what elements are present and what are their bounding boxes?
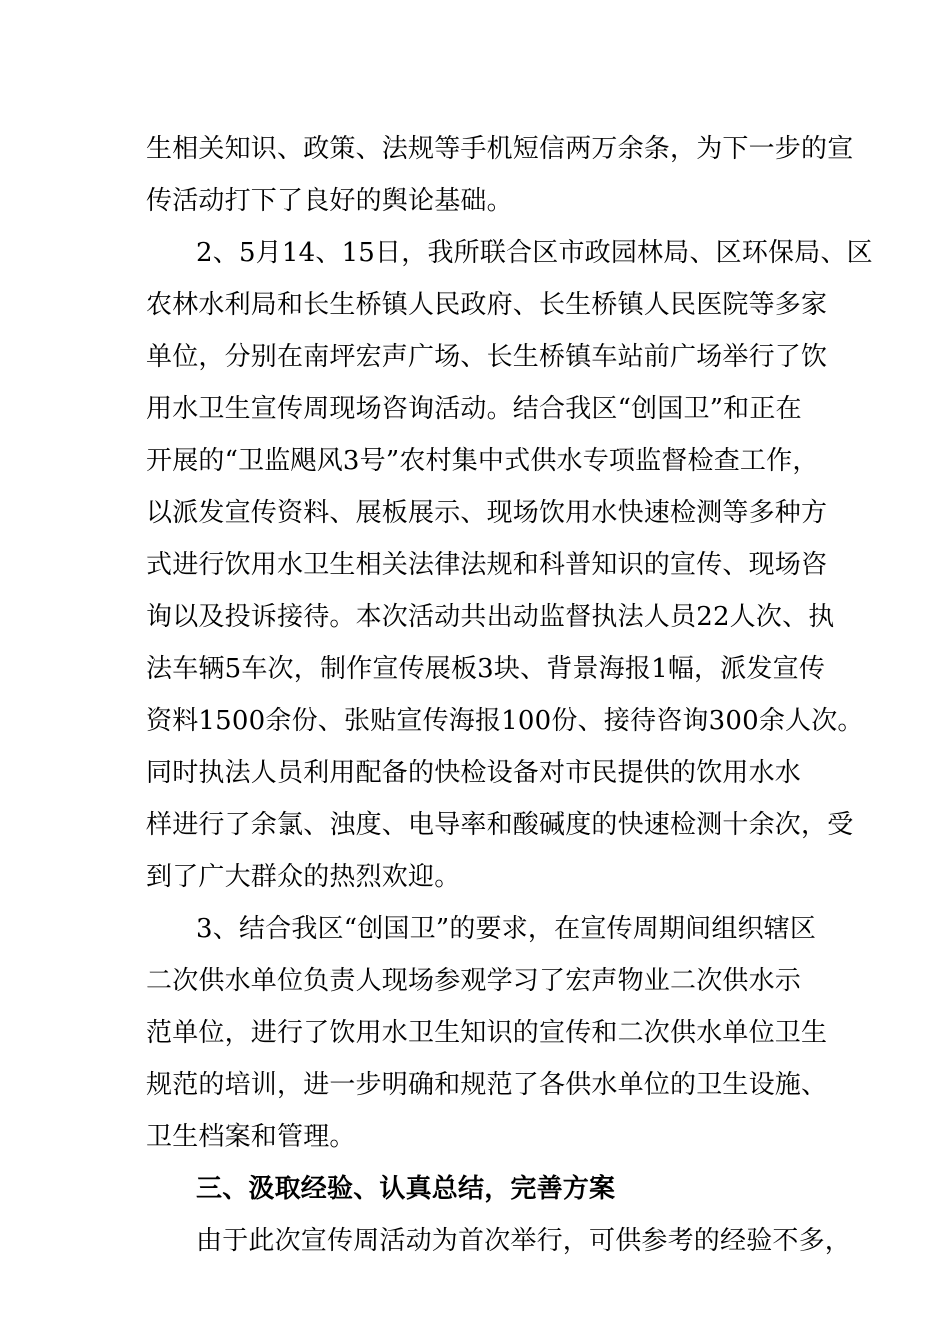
paragraph-line: 样进行了余氯、浊度、电导率和酸碱度的快速检测十余次，受 bbox=[146, 810, 854, 840]
paragraph-line: 同时执法人员利用配备的快检设备对市民提供的饮用水水 bbox=[146, 758, 802, 788]
paragraph-line: 规范的培训，进一步明确和规范了各供水单位的卫生设施、 bbox=[146, 1070, 828, 1100]
paragraph-line: 式进行饮用水卫生相关法律法规和科普知识的宣传、现场咨 bbox=[146, 550, 828, 580]
paragraph-line: 单位，分别在南坪宏声广场、长生桥镇车站前广场举行了饮 bbox=[146, 342, 828, 372]
paragraph-line: 传活动打下了良好的舆论基础。 bbox=[146, 186, 513, 216]
paragraph-line: 询以及投诉接待。本次活动共出动监督执法人员22人次、执 bbox=[146, 602, 835, 632]
paragraph-line: 2、5月14、15日，我所联合区市政园林局、区环保局、区 bbox=[196, 238, 873, 268]
paragraph-line: 用水卫生宣传周现场咨询活动。结合我区“创国卫”和正在 bbox=[146, 394, 802, 424]
paragraph-line: 生相关知识、政策、法规等手机短信两万余条，为下一步的宣 bbox=[146, 134, 854, 164]
section-heading: 三、汲取经验、认真总结，完善方案 bbox=[196, 1174, 616, 1204]
paragraph-line: 开展的“卫监飓风3号”农村集中式供水专项监督检查工作， bbox=[146, 446, 819, 476]
paragraph-line: 卫生档案和管理。 bbox=[146, 1122, 356, 1152]
paragraph-line: 二次供水单位负责人现场参观学习了宏声物业二次供水示 bbox=[146, 966, 802, 996]
paragraph-line: 农林水利局和长生桥镇人民政府、长生桥镇人民医院等多家 bbox=[146, 290, 828, 320]
paragraph-line: 由于此次宣传周活动为首次举行，可供参考的经验不多， bbox=[196, 1226, 852, 1256]
paragraph-line: 3、结合我区“创国卫”的要求，在宣传周期间组织辖区 bbox=[196, 914, 817, 944]
paragraph-line: 法车辆5车次，制作宣传展板3块、背景海报1幅，派发宣传 bbox=[146, 654, 826, 684]
paragraph-line: 以派发宣传资料、展板展示、现场饮用水快速检测等多种方 bbox=[146, 498, 828, 528]
paragraph-line: 范单位，进行了饮用水卫生知识的宣传和二次供水单位卫生 bbox=[146, 1018, 828, 1048]
paragraph-line: 资料1500余份、张贴宣传海报100份、接待咨询300余人次。 bbox=[146, 706, 864, 736]
paragraph-line: 到了广大群众的热烈欢迎。 bbox=[146, 862, 461, 892]
